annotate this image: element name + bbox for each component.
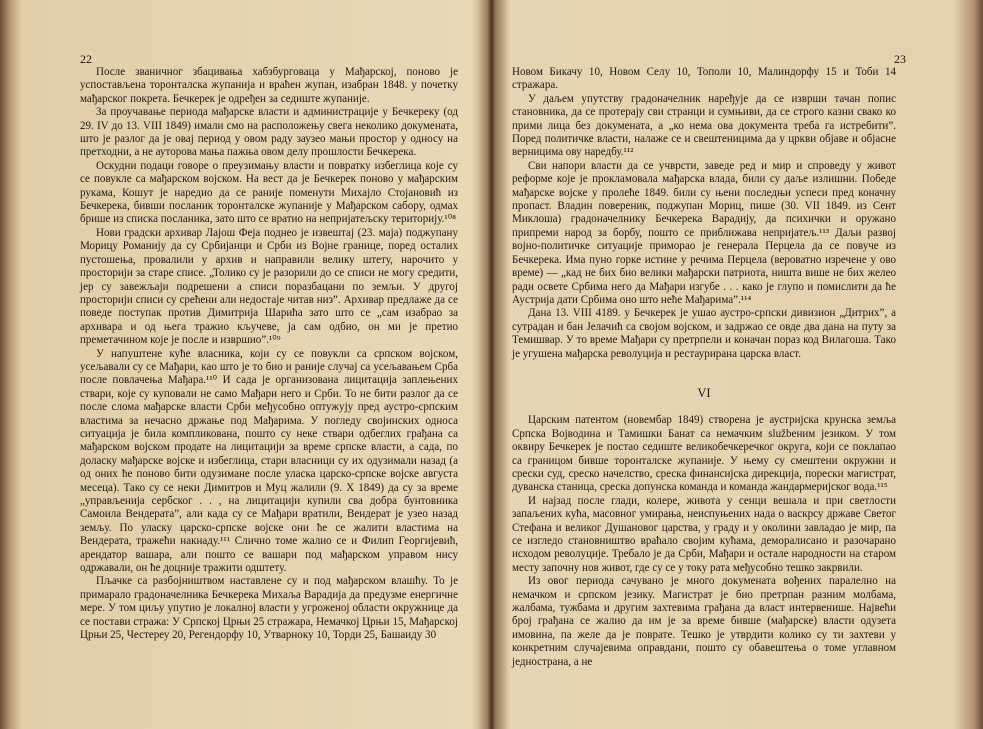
paragraph: Пљачке са разбојништвом наставлене су и под мађарском влашћу. То је примарало градоначелника Бечкерека Михаља Варадија да предузме енергичне мере. У том циљу упутио је локалној власти у угроженој области окружнице да се постави стража: У Српској Црњи 25 стражара, Немачкој Црњи 15, Мађарској Црњи 25, Честереу 20, Регендорфу 10, Утварноку 10, Торди 25, Башаиду 30 [80,575,458,642]
paragraph: Дана 13. VIII 4189. у Бечкерек је ушао аустро-српски дивизион „Дитрих”, а сутрадан и бан Јелачић са својом војском, и задржао се овде два дана на путу за Темишвар. У то време Мађари су претрпели и коначан пораз код Вилагоша. Тако је угушена мађарска револуција и рестаурирана царска власт. [512,307,896,360]
paragraph: У напуштене куће власника, који су се повукли са српском војском, усељавали су се Мађари, као што је то био и раније случај са усељавањем Срба после повлачења Мађара.¹¹⁰ И сада је организована лицитација заплењених ствари, које су куповали не само Мађари него и Срби. То не бити разлог да се после слома мађарске власти Срби међусобно оптужују пред аустро-српским властима за нечасно држање под Мађарима. У погледу својинских односа ситуација је била компликована, пошто су неке ствари одбеглих грађана са мађарском војском продате на лицитацији за време српске власти, а сада, по доласку мађарске војске и избеглица, стари власници су их одузимали назад (а од оних ће поново бити одузимане после уласка царско-српске војске августа месеца). Тако су се неки Димитров и Муц жалили (9. X 1849) да су за време „управљенија сербског . . , на лицитацији купили сва добра бунтовника Самоила Вендерата”, али када су се Мађари вратили, Вендерат је узео назад земљу. По уласку царско-српске војске они ће се жалити властима на Вендерата, тражећи накнаду.¹¹¹ Слично томе жалио се и Филип Георгијевић, арендатор вашара, али пошто се вашари под мађарском управом нису одржавали, он ће доцније тражити одштету. [80,347,458,575]
page-number-right: 23 [894,52,906,66]
right-page [512,0,906,729]
book-gutter [478,0,508,729]
left-page [80,0,458,729]
paragraph: У даљем упутству градоначелник наређује да се изврши тачан попис становника, да се протерају сви странци и сумњиви, да се строго казни свако ко прими лица без докумената, а „ко нема ова документа треба га истребити”. Поред политичке власти, налаже се и свештеницима да у цркви објаве и објасне верницима ову наредбу.¹¹² [512,92,896,159]
left-page-text [80,66,458,642]
paragraph: Оскудни подаци говоре о преузимању власти и повратку избеглица које су се повукле са мађарском војском. На вест да је Бечкерек поново у мађарским рукама, Кошут је наредио да се раније поменути Михајло Стојановић из Бечкерека, бивши посланик торонталске жупаније у Мађарском сабору, одмах брише из списка посланика, зато што се вратио на непријатељску територију.¹⁰⁸ [80,159,458,226]
paragraph: Царским патентом (новембар 1849) створена је аустријска крунска земља Српска Војводина и Тамишки Банат са немачким službeним језиком. У том оквиру Бечкерек је постао седиште великобечкеречког округа, који се поклапао са границом бивше торонталске жупаније. У њему су смештени окружни и срески суд, среско начелство, среска финансијска дирекција, порески магистрат, дуванска станица, среска допунска команда и команда жандармеријског вода.¹¹⁵ [512,414,896,494]
page-number-left: 22 [80,52,92,66]
paragraph: За проучавање периода мађарске власти и администрације у Бечкереку (од 29. IV до 13. VIII 1849) имали смо на расположењу свега неколико докумената, што је разлог да је овај период у овом раду заузео мањи простор у односу на претходни, а не ауторова мања пажња овом делу прошлости Бечкерека. [80,106,458,159]
paragraph: Из овог периода сачувано је много докумената вођених паралелно на немачком и српском језику. Магистрат је био претрпан разним молбама, жалбама, тужбама и другим захтевима грађана да власт интервенише. Највећи број грађана се жалио да им је за време бивше (мађарске) власти одузета имовина, па желе да је поврате. Тешко је утврдити колико су ти захтеви у конкретним случајевима оправдани, пошто су обавештења о томе углавном једнострана, а не [512,575,896,668]
right-page-text [512,66,896,669]
paragraph: Новом Бикачу 10, Новом Селу 10, Тополи 10, Малиндорфу 15 и Тоби 14 стражара. [512,66,896,92]
paragraph: И најзад после глади, колере, живота у сенци вешала и при светлости запаљених кућа, масовног умирања, неиспуњених нада о васкрсу државе Светог Стефана и великог Душановог царства, у граду и у околини завладао је мир, па се изгледо становништво враћало својим кућама, деморалисано и разочарано исходом револуције. Требало је да Срби, Мађари и остале народности на старом месту започну нов живот, где су се у току рата међусобно тешко закрвили. [512,494,896,574]
paragraph: Сви напори власти да се учврсти, заведе ред и мир и спроведу у живот реформе које је прокламовала мађарска влада, били су даље излишни. Победе мађарске војске у пролеће 1849. били су њени последњи успеси пред коначну пропаст. Владин повереник, поджупан Мориц, пише (30. VII 1849. из Сент Миклоша) градоначелнику Бечкерека Варадију, да психички и оружано припреми народ за борбу, пошто се приближава непријатељ.¹¹³ Даљи развој војно-политичке ситуације примораo је генерала Перцела да се повуче из Бечкерека. Има пуно горке истине у речима Перцела (вероватно изречене у ово време) — „кад не бих био велики мађарски патриота, ништа више не бих желео ради освете Србима него да Мађари изгубе . . . како је глупо и помислити да ће Аустрија дати Србима оно што неће Мађарима”.¹¹⁴ [512,159,896,306]
paragraph: После званичног збацивања хабзбурговаца у Мађарској, поново је успостављена торонталска жупанија и враћен жупан, изабран 1848. у почетку мађарског покрета. Бечкерек је одређен за седиште жупаније. [80,66,458,105]
paragraph: Нови градски архивар Лајош Феја поднео је извештај (23. маја) поджупану Морицу Романију да су Србијанци и Срби из Војне границе, поред осталих пустошења, провалили у архив и направили велику штету, нарочито у просторији за старе списе. „Толико су је разорили до се списи не могу средити, јер су завежљаји подрешени а списи поразбацани по земљи. У другој просторији списи су срећени али недостаје читав низ”. Архивар предлаже да се поведе поступак против Димитрија Шарића зато што се „сам изабрао за архивара и од њега тражио кључеве, ја сам одбио, он ми је претио преметачином које је после и извршио”.¹⁰⁹ [80,226,458,347]
section-heading: VI [697,385,711,400]
